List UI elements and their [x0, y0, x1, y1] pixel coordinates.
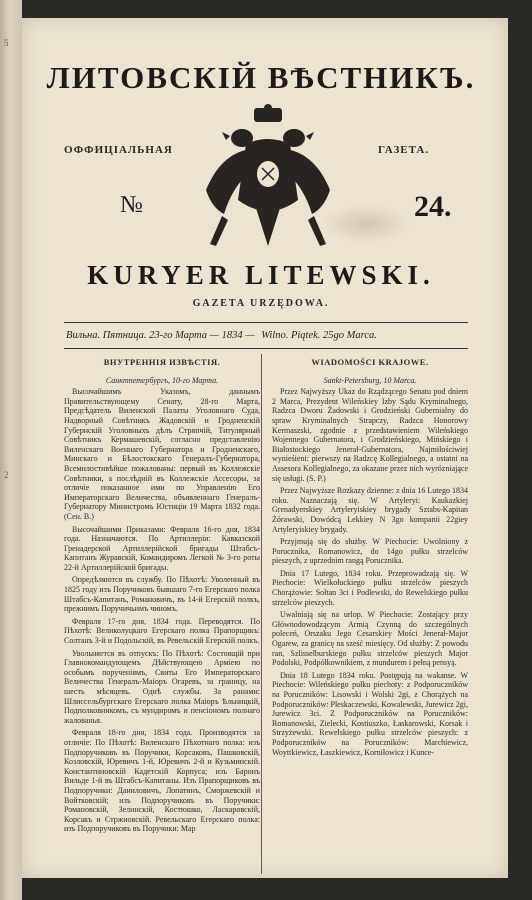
- place-date-polish: Sankt-Petersburg, 10 Marca.: [323, 375, 417, 385]
- column-russian: [64, 358, 260, 837]
- double-headed-eagle-icon: [202, 104, 334, 264]
- paragraph: Высочайшимъ Указомъ, даннымъ Правительствующему Сенату, 28-го Марта, Предсѣдатель Виленской Палаты Уголовнаго Суда, Надворный Совѣтникъ Жадовскій и Гродненскій Губернскій Уголовныхъ дѣлъ Стряпчій, Титулярный Совѣтникъ Кермашевскій, согласно представленію Виленскаго Военнаго Губернатора и Гродненскаго, Минскаго и Бѣлостокскаго Генералъ-Губернатора, Всемилостивѣйше пожалованы: первый въ Коллежскіе Совѣтники, а послѣдній въ Коллежскіе Ассесоры, за отличіе показанное ими по Управленію Его Императорскаго Величества, объявленнаго Генералъ-Губернатору Министромъ Юстиціи 19 Марта 1832 года. (Сен. В.): [64, 387, 260, 521]
- column-divider: [261, 354, 262, 874]
- edge-mark: 2: [4, 470, 9, 480]
- masthead-title-polish: KURYER LITEWSKI.: [87, 260, 435, 290]
- paragraph: Uwalniają się na urlop. W Piechocie: Zostający przy Głównodowodzącym Armią Czynną do szczególnych poleceń, Orszaku Jego Cesarskiey Mości Jenerał-Major Ogarew, za granicę na sześć miesięcy. Od służby: Z powodu ran, Szlisselburskiego pułku strzelców pieszych Major Podolski, Podpółkownikiem, z mundurem i pełną pensyą.: [272, 610, 468, 668]
- paragraph: Увольняется въ отпускъ: По Пѣхотѣ: Состоящій при Главнокомандующемъ Дѣйствующею Арміею по особымъ порученіямъ, Свиты Его Императорскаго Величества Генералъ-Маіоръ Огаревъ, за границу, на шесть мѣсяцевъ. Однѣ службы. За ранами: Шлиссельбургскаго Егерскаго полка Маіоръ Ѣльницкій, Подполковникомъ, съ мундиромъ и пенсіономъ полнаго жалованья.: [64, 648, 260, 725]
- newspaper-page: [22, 18, 508, 878]
- subtitle-official-polish: GAZETA URZĘDOWA.: [192, 298, 330, 309]
- masthead-title-russian: ЛИТОВСКІЙ ВѢСТНИКЪ.: [46, 60, 476, 95]
- paragraph: Высочайшими Приказами: Февраля 16-го дня, 1834 года. Назначаются. По Артиллеріи: Кавказской Гренадерской Артиллерійской бригады Штабсъ-Капитанъ Журавскій, Командиромъ Легкой № 3-го роты 22-й Артиллерійской бригады.: [64, 524, 260, 572]
- adjacent-page-edge: [0, 0, 22, 900]
- paragraph: Przez Najwyższe Rozkazy dzienne: z dnia 16 Lutego 1834 roku. Naznaczają się. W Artyleryi: Kaukazkiej Grenadyerskiey Artyleryiskiey brygady Sztabs-Kapitan Żórawski, Dowódcą Lekkiey N 3go kompanii 22giey Artyleryiskiey brygady.: [272, 486, 468, 534]
- subtitle-gazette: ГАЗЕТА.: [378, 144, 430, 156]
- paragraph: Przez Najwyższy Ukaz do Rządzącego Senatu pod dniem 2 Marca, Prezydent Wileńskiey Izby Sądu Kryminalnego, Radzca Dworu Żadowski i Grodzieński Gubernialny do spraw Kryminalnych Strapczy, Radzca Honorowy Kermaszski, zgodnie z przedstawieniem Wileńskiego Wojennego Gubernatora, i Grodzieńskiego, Mińskiego i Białostockiego Jenerał-Gubernatora, Najmiłościwiej wynieśieni: pierwszy na Radzcę Kollegialnego, a ostatni na Assesora Kollegialnego, za okazane przez nich wyrózniające się usługi. (S. P.): [272, 387, 468, 483]
- subtitle-official: ОФФИЦІАЛЬНАЯ: [64, 144, 173, 156]
- paragraph: Dnia 17 Lutego, 1834 roku. Przeprowadzają się. W Piechocie: Wielkołuckiego pułku strzelców pieszych Chorążowie: Sołtan 3ci i Podlewski, do Rewelskiego pułku strzelców pieszych.: [272, 568, 468, 607]
- dateline-polish: Wilno. Piątek. 25go Marca.: [261, 330, 377, 341]
- paragraph: Dnia 18 Lutego 1834 roku. Postępują na wakanse. W Piechocie: Wileńskiego pułku piechoty: z Podporuczników na Poruczników: Lisowski i Wolski 2gi, z Chorążych na Podporuczników: Pleskaczewski, Kowalewski, Jurewicz 2gi, Jurewicz 3ci. Z Podporuczników na Poruczników: Romanowski, Zielecki, Kostiuszko, Łaskarowski, Korsak i Strzyżewski. Rewelskiego pułku strzelców pieszych: z Podporuczników na Poruczników: Marchiewicz, Woyttkiewicz, Łaszkiewicz, Korniłowicz i Kunce-: [272, 670, 468, 757]
- paragraph: Февраля 17-го дня, 1834 года. Переводятся. По Пѣхотѣ: Великолуцкаго Егерскаго полка Прапорщикъ: Солтанъ 3-й и Подольскій, въ Ревельскій Егерскій полкъ.: [64, 616, 260, 646]
- issue-number: 24.: [414, 190, 452, 223]
- paragraph: Опредѣляются въ службу. По Пѣхотѣ: Уволенный въ 1825 году изъ Поручиковъ бывшаго 7-го Егерскаго полка Штабсъ-Капитанъ, Романовичъ, въ 14-й Егерскій полкъ, прежнимъ Поручичьимъ чиномъ.: [64, 575, 260, 614]
- edge-mark: 5: [4, 38, 9, 48]
- column-polish: [272, 358, 468, 760]
- place-date-russian: Санктпетербургъ, 10-го Марта.: [105, 375, 219, 385]
- dateline-russian: Вильна. Пятница. 23-го Марта — 1834 —: [66, 330, 255, 341]
- masthead-rule-bottom: [64, 348, 468, 349]
- section-heading-polish: WIADOMOŚCI KRAJOWE.: [311, 357, 429, 367]
- section-heading-russian: ВНУТРЕННІЯ ИЗВѢСТІЯ.: [103, 357, 221, 367]
- issue-number-label: №: [120, 192, 143, 218]
- masthead-rule-top: [64, 322, 468, 323]
- ink-stain: [322, 204, 412, 244]
- paragraph: Февраля 18-го дня, 1834 года. Производятся за отличіе: По Пѣхотѣ: Виленскаго Пѣхотнаго полка: изъ Подпоручиковъ въ Поручики, Корсаковъ, Пашковскій, Козловскій, Юревичъ 1-й, Юревичъ 2-й и Кузьминскій. Константиновскій Кадетскій Корпуса; изъ Баронъ Вильде 1-й въ Штабсъ-Капитаны. Изъ Прапорщиковъ въ Подпоручики: Даниловичъ, Лопатинъ, Сморжевскій и Войтковскій; изъ Подпоручиковъ въ Поручики: Романовскій, Зелинскій, Костюшко, Ласкаровскій, Корсакъ и Стржиовскій. Ревельскаго Егерскаго полка: изъ Подпоручиковъ въ Поручики: Мар: [64, 728, 260, 834]
- paragraph: Przyjmują się do służby. W Piechocie: Uwolniony z Porucznika, Romanowicz, do 14go pułku strzelców pieszych, z uprzednim rangą Porucznika.: [272, 537, 468, 566]
- dateline: [66, 330, 468, 341]
